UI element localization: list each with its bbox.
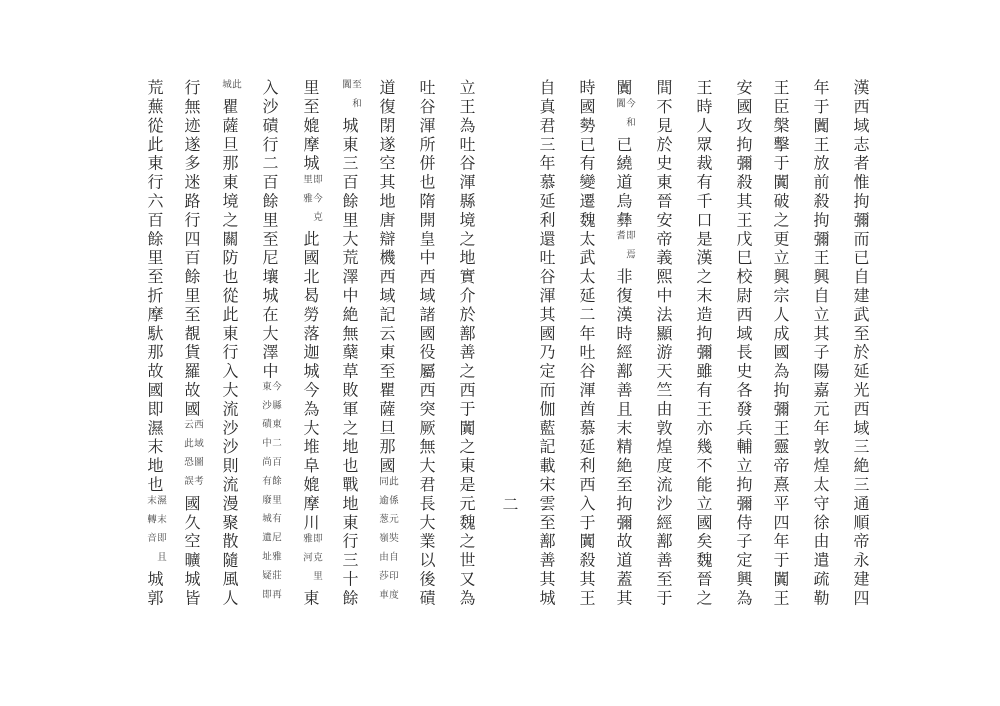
main-text: 間不見於史東晉安帝義熙中法顯游天竺由敦煌度流沙經鄯善至于 — [654, 79, 673, 609]
main-text: 王時人眾裁有千口是漢之末造拘彌雖有王亦幾不能立國矣魏晉之 — [694, 79, 713, 609]
note-line: 此 — [230, 79, 241, 98]
main-text: 漢西域志者惟拘彌而已自建武至於延光西域三絶三通順帝永建四 — [851, 79, 870, 609]
text-column — [218, 79, 240, 679]
text-column — [258, 79, 280, 679]
text-column — [692, 79, 714, 679]
text-column — [652, 79, 674, 679]
text-column — [849, 79, 871, 679]
text-column — [415, 79, 437, 679]
note-line: 城 — [220, 79, 231, 98]
main-text: 王臣槃擊于闐破之更立興宗人成國為拘彌王靈帝熹平四年于闐王 — [771, 79, 790, 609]
text-column — [180, 79, 202, 679]
page-number: 二 — [500, 496, 519, 512]
interlinear-note — [340, 79, 360, 117]
interlinear-note — [301, 174, 321, 231]
main-text: 城東三百餘里大荒澤中絶無蘖草敗軍之地也戰地東行三十餘 — [340, 116, 359, 609]
main-text: 安國攻拘彌殺其王戊巳校尉西域長史各發兵輔立拘彌侍子定興為 — [734, 79, 753, 609]
main-text: 里至媲摩城 — [301, 79, 320, 174]
main-text: 入沙磧行二百餘里至尼壤城在大澤中 — [260, 79, 279, 382]
main-text: 行無迹遂多迷路行四百餘里至覩貨羅故國 — [182, 79, 201, 420]
note-line: 東沙磧中尚有廢城遺址疑即 — [260, 381, 271, 609]
main-text: 荒蕪從此東行六百餘里至折摩馱那故國即濕末地也 — [145, 79, 164, 495]
note-line: 末轉音 — [145, 494, 156, 552]
text-column — [535, 79, 557, 679]
note-line: 闐 — [614, 97, 625, 117]
note-line: 至和 — [350, 79, 361, 117]
text-column — [338, 79, 360, 679]
main-text: 闐 — [614, 79, 633, 98]
text-column — [143, 79, 165, 679]
note-line: 云此恐誤 — [182, 419, 193, 495]
main-text: 自真君三年慕延利還吐谷渾其國乃定而伽藍記載宋雲至鄯善其城 — [537, 79, 556, 609]
text-column — [299, 79, 321, 679]
interlinear-note — [377, 476, 397, 608]
interlinear-note — [145, 495, 165, 571]
note-line: 耆 — [614, 230, 625, 250]
text-column — [612, 79, 634, 679]
note-line: 濕末即且 — [155, 494, 166, 571]
note-line: 雅河 — [301, 532, 312, 571]
note-line: 今和 — [624, 97, 635, 136]
main-text: 國久空曠城皆 — [182, 494, 201, 609]
note-line: 今縣東二百餘里有尼雅莊再 — [270, 381, 281, 609]
main-text: 非復漢時經鄯善且末精絶至拘彌故道蓋其 — [614, 268, 633, 609]
main-text: 立王為吐谷渾縣境之地實介於鄯善之西于闐之東是元魏之世又為 — [457, 79, 476, 609]
main-text: 已繞道烏彝 — [614, 135, 633, 231]
note-line: 即今克 — [311, 173, 322, 231]
note-line: 此係元奘自印度 — [387, 475, 398, 609]
main-text: 城郭 — [145, 570, 164, 609]
interlinear-note — [182, 419, 202, 495]
main-text: 時國勢已有變遷魏太武太延二年吐谷渾酋慕延利西入于闐殺其王 — [577, 79, 596, 609]
text-column — [809, 79, 831, 679]
note-line: 即焉 — [624, 230, 635, 269]
interlinear-note — [614, 98, 634, 136]
main-text: 道復閉遂空其地唐辯機西域記云東至瞿薩旦那國 — [377, 79, 396, 476]
interlinear-note — [220, 79, 240, 98]
interlinear-note — [260, 381, 280, 608]
note-line: 同逾葱嶺由莎車 — [377, 475, 388, 609]
note-line: 里雅 — [301, 173, 312, 212]
text-column — [455, 79, 477, 679]
text-column — [575, 79, 597, 679]
text-column — [732, 79, 754, 679]
note-line: 西域圖考 — [192, 419, 203, 495]
note-line: 即克里 — [311, 532, 322, 590]
note-line: 闐 — [340, 79, 351, 98]
main-text: 吐谷渾所併也隋開皇中西域諸國役屬西突厥無大君長大業以後磧 — [417, 79, 436, 609]
main-text: 瞿薩旦那東境之關防也從此東行入大流沙沙則流漫聚散隨風人 — [220, 97, 239, 609]
main-text: 年于闐王放前殺拘彌王興自立其子陽嘉元年敦煌太守徐由遣疏勒 — [811, 79, 830, 609]
main-text: 此國北曷勞落迦城今為大堆阜媲摩川 — [301, 230, 320, 533]
text-column — [375, 79, 397, 679]
interlinear-note — [614, 230, 634, 268]
main-text: 東 — [301, 589, 320, 609]
text-column — [769, 79, 791, 679]
interlinear-note — [301, 533, 321, 590]
